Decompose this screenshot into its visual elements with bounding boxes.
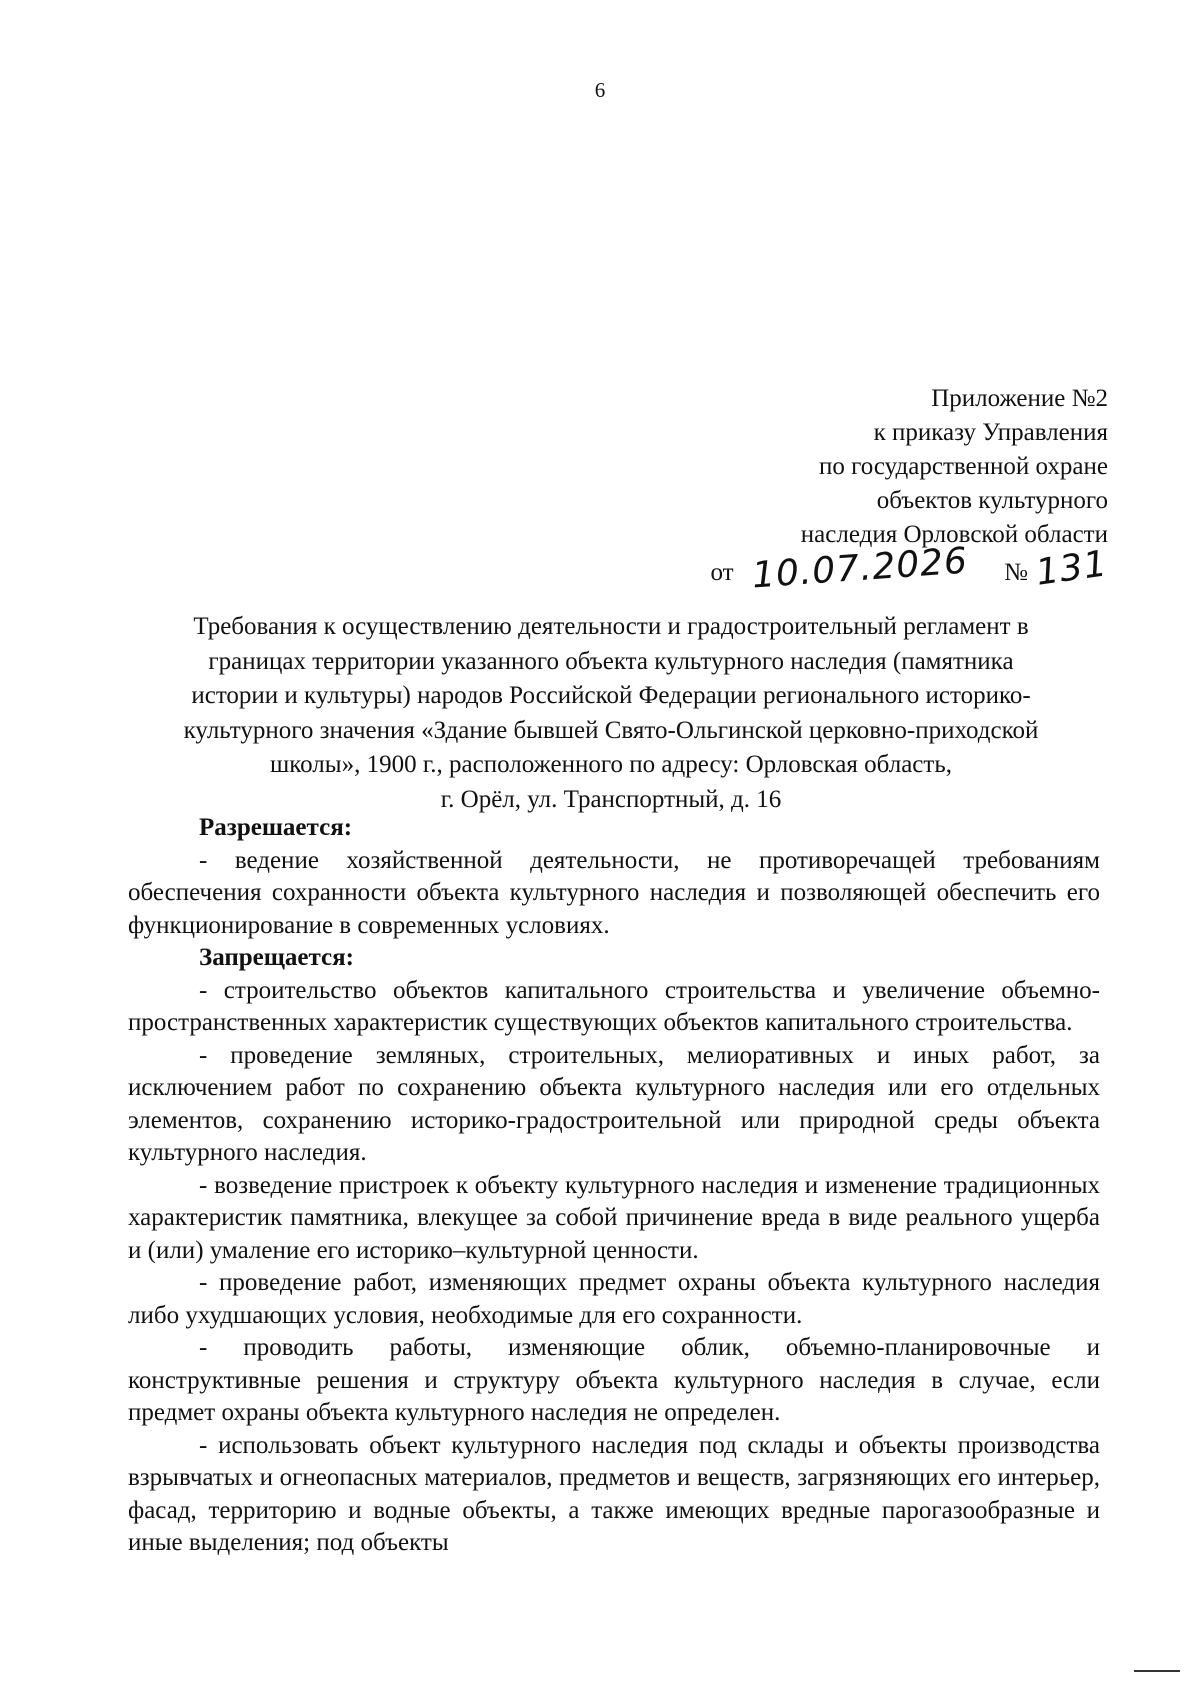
- title-line: г. Орёл, ул. Транспортный, д. 16: [440, 785, 782, 813]
- page-number: 6: [594, 78, 606, 102]
- prohibited-item: - проведение работ, изменяющих предмет охраны объекта культурного наследия либо ухудшающих условия, необходимые для его сохранности.: [128, 1269, 1100, 1329]
- prohibited-heading: Запрещается:: [199, 944, 355, 971]
- prohibited-item: - возведение пристроек к объекту культурного наследия и изменение традиционных характеристик памятника, влекущее за собой причинение вреда в виде реального ущерба и (или) умаление его историко–культурной ценности.: [128, 1171, 1100, 1264]
- date-prefix: от: [710, 559, 734, 586]
- prohibited-item: - использовать объект культурного наследия под склады и объекты производства взрывчатых и огнеопасных материалов, предметов и веществ, загрязняющих его интерьер, фасад, территорию и водные объекты, а также имеющих вредные парогазообразные и иные выделения; под объекты: [128, 1431, 1100, 1556]
- appendix-line: наследия Орловской области: [800, 521, 1108, 548]
- appendix-line: объектов культурного: [876, 487, 1108, 514]
- appendix-date-line: [710, 540, 1111, 597]
- number-prefix: №: [1004, 559, 1029, 586]
- title-line: школы», 1900 г., расположенного по адресу: Орловская область,: [270, 751, 952, 778]
- title-line: Требования к осуществлению деятельности и градостроительный регламент в: [193, 613, 1029, 640]
- scan-mark: [1134, 1670, 1180, 1672]
- title-line: культурного значения «Здание бывшей Свято-Ольгинской церковно-приходской: [183, 716, 1039, 744]
- prohibited-item: - проводить работы, изменяющие облик, объемно-планировочные и конструктивные решения и структуру объекта культурного наследия в случае, если предмет охраны объекта культурного наследия не определен.: [128, 1334, 1100, 1426]
- appendix-line: Приложение №2: [931, 385, 1108, 412]
- allowed-item: - ведение хозяйственной деятельности, не противоречащей требованиям обеспечения сохранности объекта культурного наследия и позволяющей обеспечить его функционирование в современных условиях.: [128, 846, 1100, 939]
- title-line: истории и культуры) народов Российской Федерации регионального историко-: [191, 682, 1031, 709]
- allowed-heading: Разрешается:: [199, 814, 353, 841]
- prohibited-item: - строительство объектов капитального строительства и увеличение объемно-пространственных характеристик существующих объектов капитального строительства.: [128, 976, 1100, 1036]
- appendix-line: к приказу Управления: [873, 419, 1108, 446]
- prohibited-item: - проведение земляных, строительных, мелиоративных и иных работ, за исключением работ по сохранению объекта культурного наследия или его отдельных элементов, сохранению историко-градостроительной или природной среды объекта культурного наследия.: [128, 1041, 1100, 1166]
- document-title: [126, 610, 1096, 817]
- handwritten-number: 131: [1033, 543, 1111, 594]
- document-body: [128, 812, 1100, 1560]
- appendix-header: [710, 382, 1111, 597]
- handwritten-date: 10.07.2026: [750, 540, 970, 597]
- title-line: границах территории указанного объекта культурного наследия (памятника: [208, 647, 1014, 675]
- appendix-line: по государственной охране: [818, 453, 1108, 480]
